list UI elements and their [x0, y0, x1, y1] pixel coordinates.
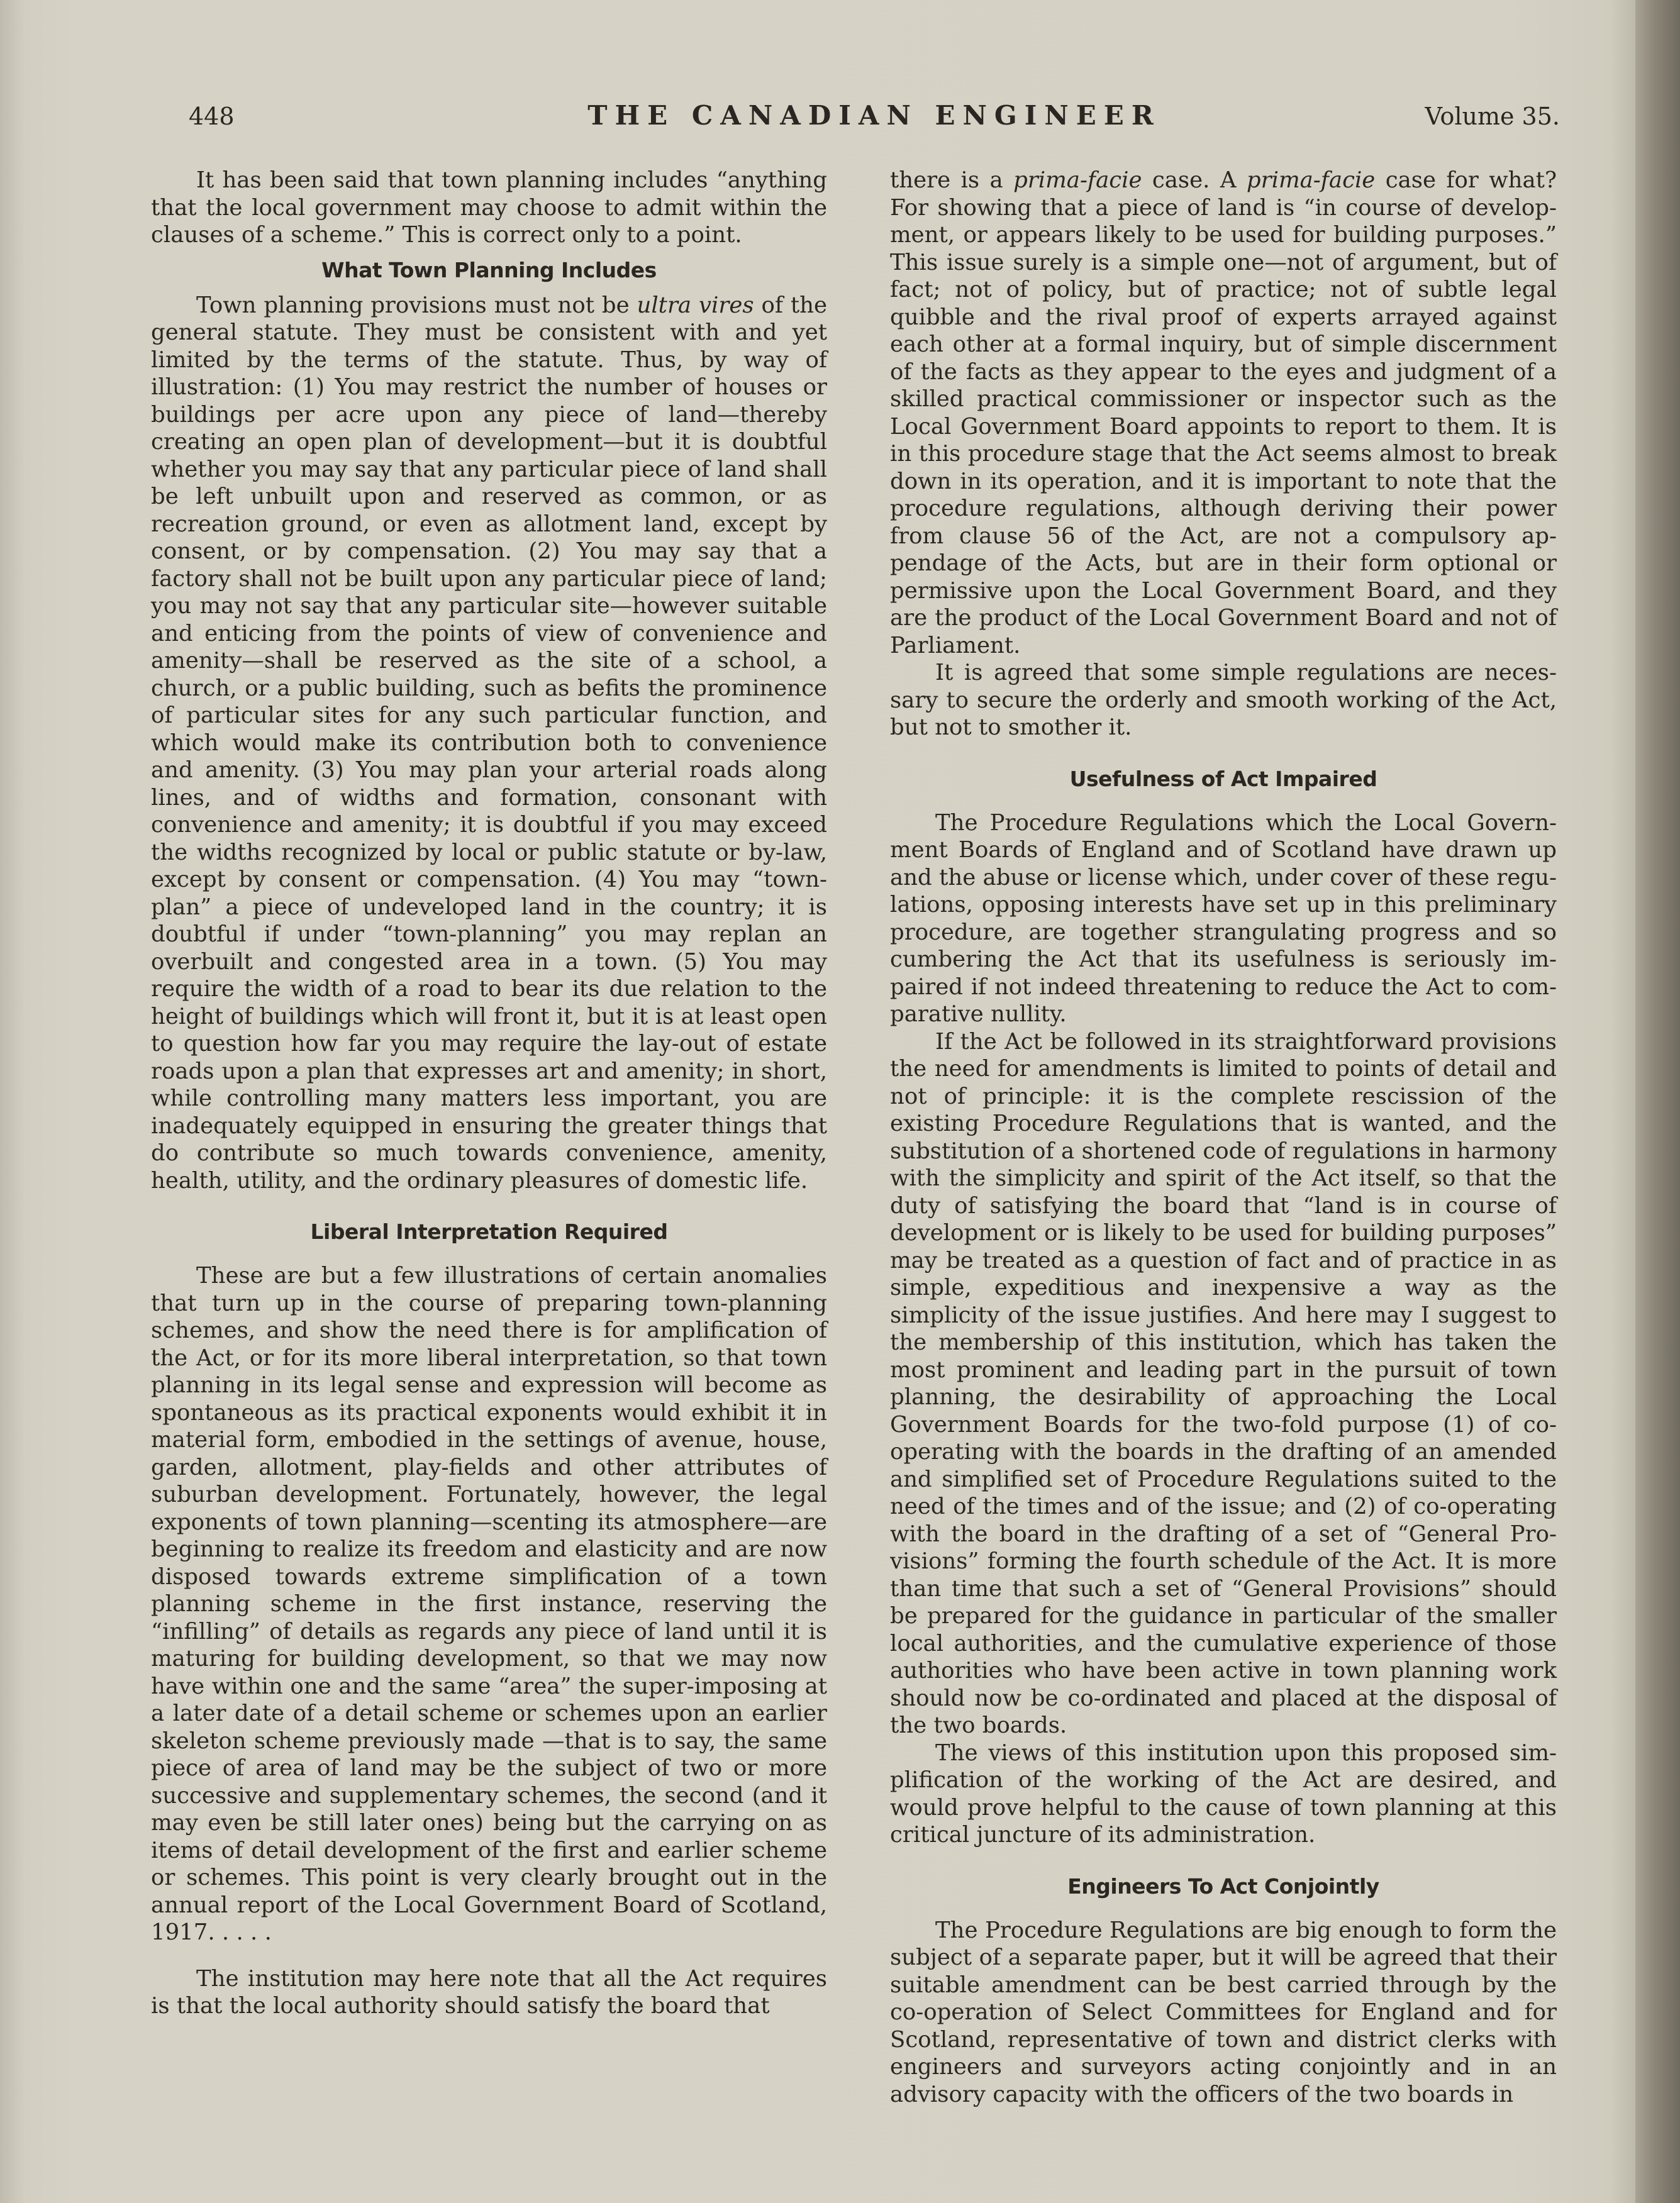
paragraph: The Procedure Regulations which the Local Government Boards of England and of Scotland have drawn up and the abuse or license which, under cover of these regulations, opposing interests have set up in this preliminary procedure, are together strangulating progress and so cumbering the Act that its usefulness is seriously impaired if not indeed threatening to reduce the Act to comparative nullity.	[890, 809, 1557, 1027]
section-heading: Liberal Interpretation Required	[310, 1219, 668, 1244]
italic-text: prima-facie	[1246, 167, 1376, 193]
paragraph: It is agreed that some simple regulations are necessary to secure the orderly and smooth working of the Act, but not to smother it.	[890, 660, 1557, 740]
paragraph	[151, 292, 827, 1195]
text-run: case. A	[1142, 167, 1247, 193]
italic-text: prima-facie	[1013, 167, 1142, 193]
text-run: there is a	[890, 167, 1014, 193]
section-heading: Usefulness of Act Impaired	[1069, 766, 1377, 791]
running-header	[189, 97, 1560, 135]
text-run: case for what? For showing that a piece of land is “in course of development, or appears likely to be used for building purposes.” This issue surely is a simple one—not of argument, but of fact; not of policy, but of practice; not of subtle legal quibble and the rival proof of experts arrayed against each other at a formal inquiry, but of simple discernment of the facts as they appear to the eyes and judgment of a skilled practical commissioner or inspector such as the Local Government Board appoints to report to them. It is in this procedure stage that the Act seems almost to break down in its operation, and it is important to note that the procedure regulations, although deriving their power from clause 56 of the Act, are not a compulsory appendage of the Acts, but are in their form optional or permissive upon the Local Government Board, and they are the product of the Local Government Board and not of Parliament.	[890, 167, 1557, 658]
paragraph: The views of this institution upon this proposed simplification of the working of the Act are desired, and would prove helpful to the cause of town planning at this critical juncture of its administration.	[890, 1740, 1557, 1848]
section-heading: Engineers To Act Conjointly	[1067, 1873, 1379, 1899]
section-heading: What Town Planning Includes	[321, 257, 657, 282]
book-spine-shadow	[1635, 0, 1680, 2203]
paragraph: The institution may here note that all the Act requires is that the local authority should satisfy the board that	[151, 1965, 827, 2019]
italic-text: ultra vires	[637, 292, 754, 318]
text-run: of the general statute. They must be consistent with and yet limited by the terms of the statute. Thus, by way of illustration: (1) You may restrict the number of houses or buildings per acre upon any piece of land—thereby creating an open plan of development—but it is doubtful whether you may say that any particular piece of land shall be left unbuilt upon and reserved as common, or as recreation ground, or even as allotment land, except by consent, or by compensation. (2) You may say that a factory shall not be built upon any particular piece of land; you may not say that any particular site—however suitable and enticing from the points of view of convenience and amenity—shall be reserved as the site of a school, a church, or a public building, such as befits the prominence of particular sites for any such particular function, and which would make its contribution both to convenience and amenity. (3) You may plan your arterial roads along lines, and of widths and formation, consonant with convenience and amenity; it is doubtful if you may exceed the widths recognized by local or public statute or by-law, except by consent or compensation. (4) You may “town-plan” a piece of undeveloped land in the country; it is doubtful if under “town-planning” you may replan an overbuilt and congested area in a town. (5) You may require the width of a road to bear its due relation to the height of buildings which will front it, but it is at least open to question how far you may require the lay-out of estate roads upon a plan that expresses art and amenity; in short, while controlling many matters less important, you are inadequately equipped in ensuring the greater things that do contribute so much towards convenience, amenity, health, utility, and the ordinary pleasures of domestic life.	[151, 292, 827, 1194]
volume-label: Volume 35.	[1425, 103, 1560, 130]
text-run: Town planning provisions must not be	[196, 292, 637, 318]
paragraph: It has been said that town planning includes “anything that the local government may choose to admit within the clauses of a scheme.” This is correct only to a point.	[151, 167, 827, 248]
paragraph: If the Act be followed in its straightforward provisions the need for amendments is limited to points of detail and not of principle: it is the complete rescission of the existing Procedure Regulations that is wanted, and the substitution of a shortened code of regulations in harmony with the simplicity and spirit of the Act itself, so that the duty of satisfying the board that “land is in course of development or is likely to be used for building purposes” may be treated as a question of fact and of practice in as simple, expeditious and inexpensive a way as the simplicity of the issue justifies. And here may I suggest to the membership of this institution, which has taken the most prominent and leading part in the pursuit of town planning, the desirability of approaching the Local Government Boards for the two-fold purpose (1) of cooperating with the boards in the drafting of an amended and simplified set of Procedure Regulations suited to the need of the times and of the issue; and (2) of co-operating with the board in the drafting of a set of “General Provisions” forming the fourth schedule of the Act. It is more than time that such a set of “General Provisions” should be prepared for the guidance in particular of the smaller local authorities, and the cumulative experience of those authorities who have been active in town planning work should now be co-ordinated and placed at the disposal of the two boards.	[890, 1028, 1557, 1738]
journal-title: THE CANADIAN ENGINEER	[587, 100, 1161, 131]
left-column	[151, 167, 827, 2020]
paragraph: The Procedure Regulations are big enough to form the subject of a separate paper, but it will be agreed that their suitable amendment can be best carried through by the co-operation of Select Committees for England and for Scotland, representative of town and district clerks with engineers and surveyors acting conjointly and in an advisory capacity with the officers of the two boards in	[890, 1917, 1557, 2107]
paragraph	[890, 167, 1557, 659]
right-column	[890, 167, 1557, 2108]
page-number: 448	[189, 103, 235, 130]
paragraph: These are but a few illustrations of certain anomalies that turn up in the course of preparing town-planning schemes, and show the need there is for amplification of the Act, or for its more liberal interpretation, so that town planning in its legal sense and expression will become as spontaneous as its practical exponents would exhibit it in material form, embodied in the settings of avenue, house, garden, allotment, play-fields and other attributes of suburban development. Fortunately, however, the legal exponents of town planning—scenting its atmosphere—are beginning to realize its freedom and elasticity and are now disposed towards extreme simplification of a town planning scheme in the first instance, reserving the “infilling” of details as regards any piece of land until it is maturing for building development, so that we may now have within one and the same “area” the super-imposing at a later date of a detail scheme or schemes upon an earlier skeleton scheme previously made —that is to say, the same piece of area of land may be the subject of two or more successive and supplementary schemes, the second (and it may even be still later ones) being but the carrying on as items of detail development of the first and earlier scheme or schemes. This point is very clearly brought out in the annual report of the Local Government Board of Scotland, 1917. . . . .	[151, 1263, 827, 1945]
